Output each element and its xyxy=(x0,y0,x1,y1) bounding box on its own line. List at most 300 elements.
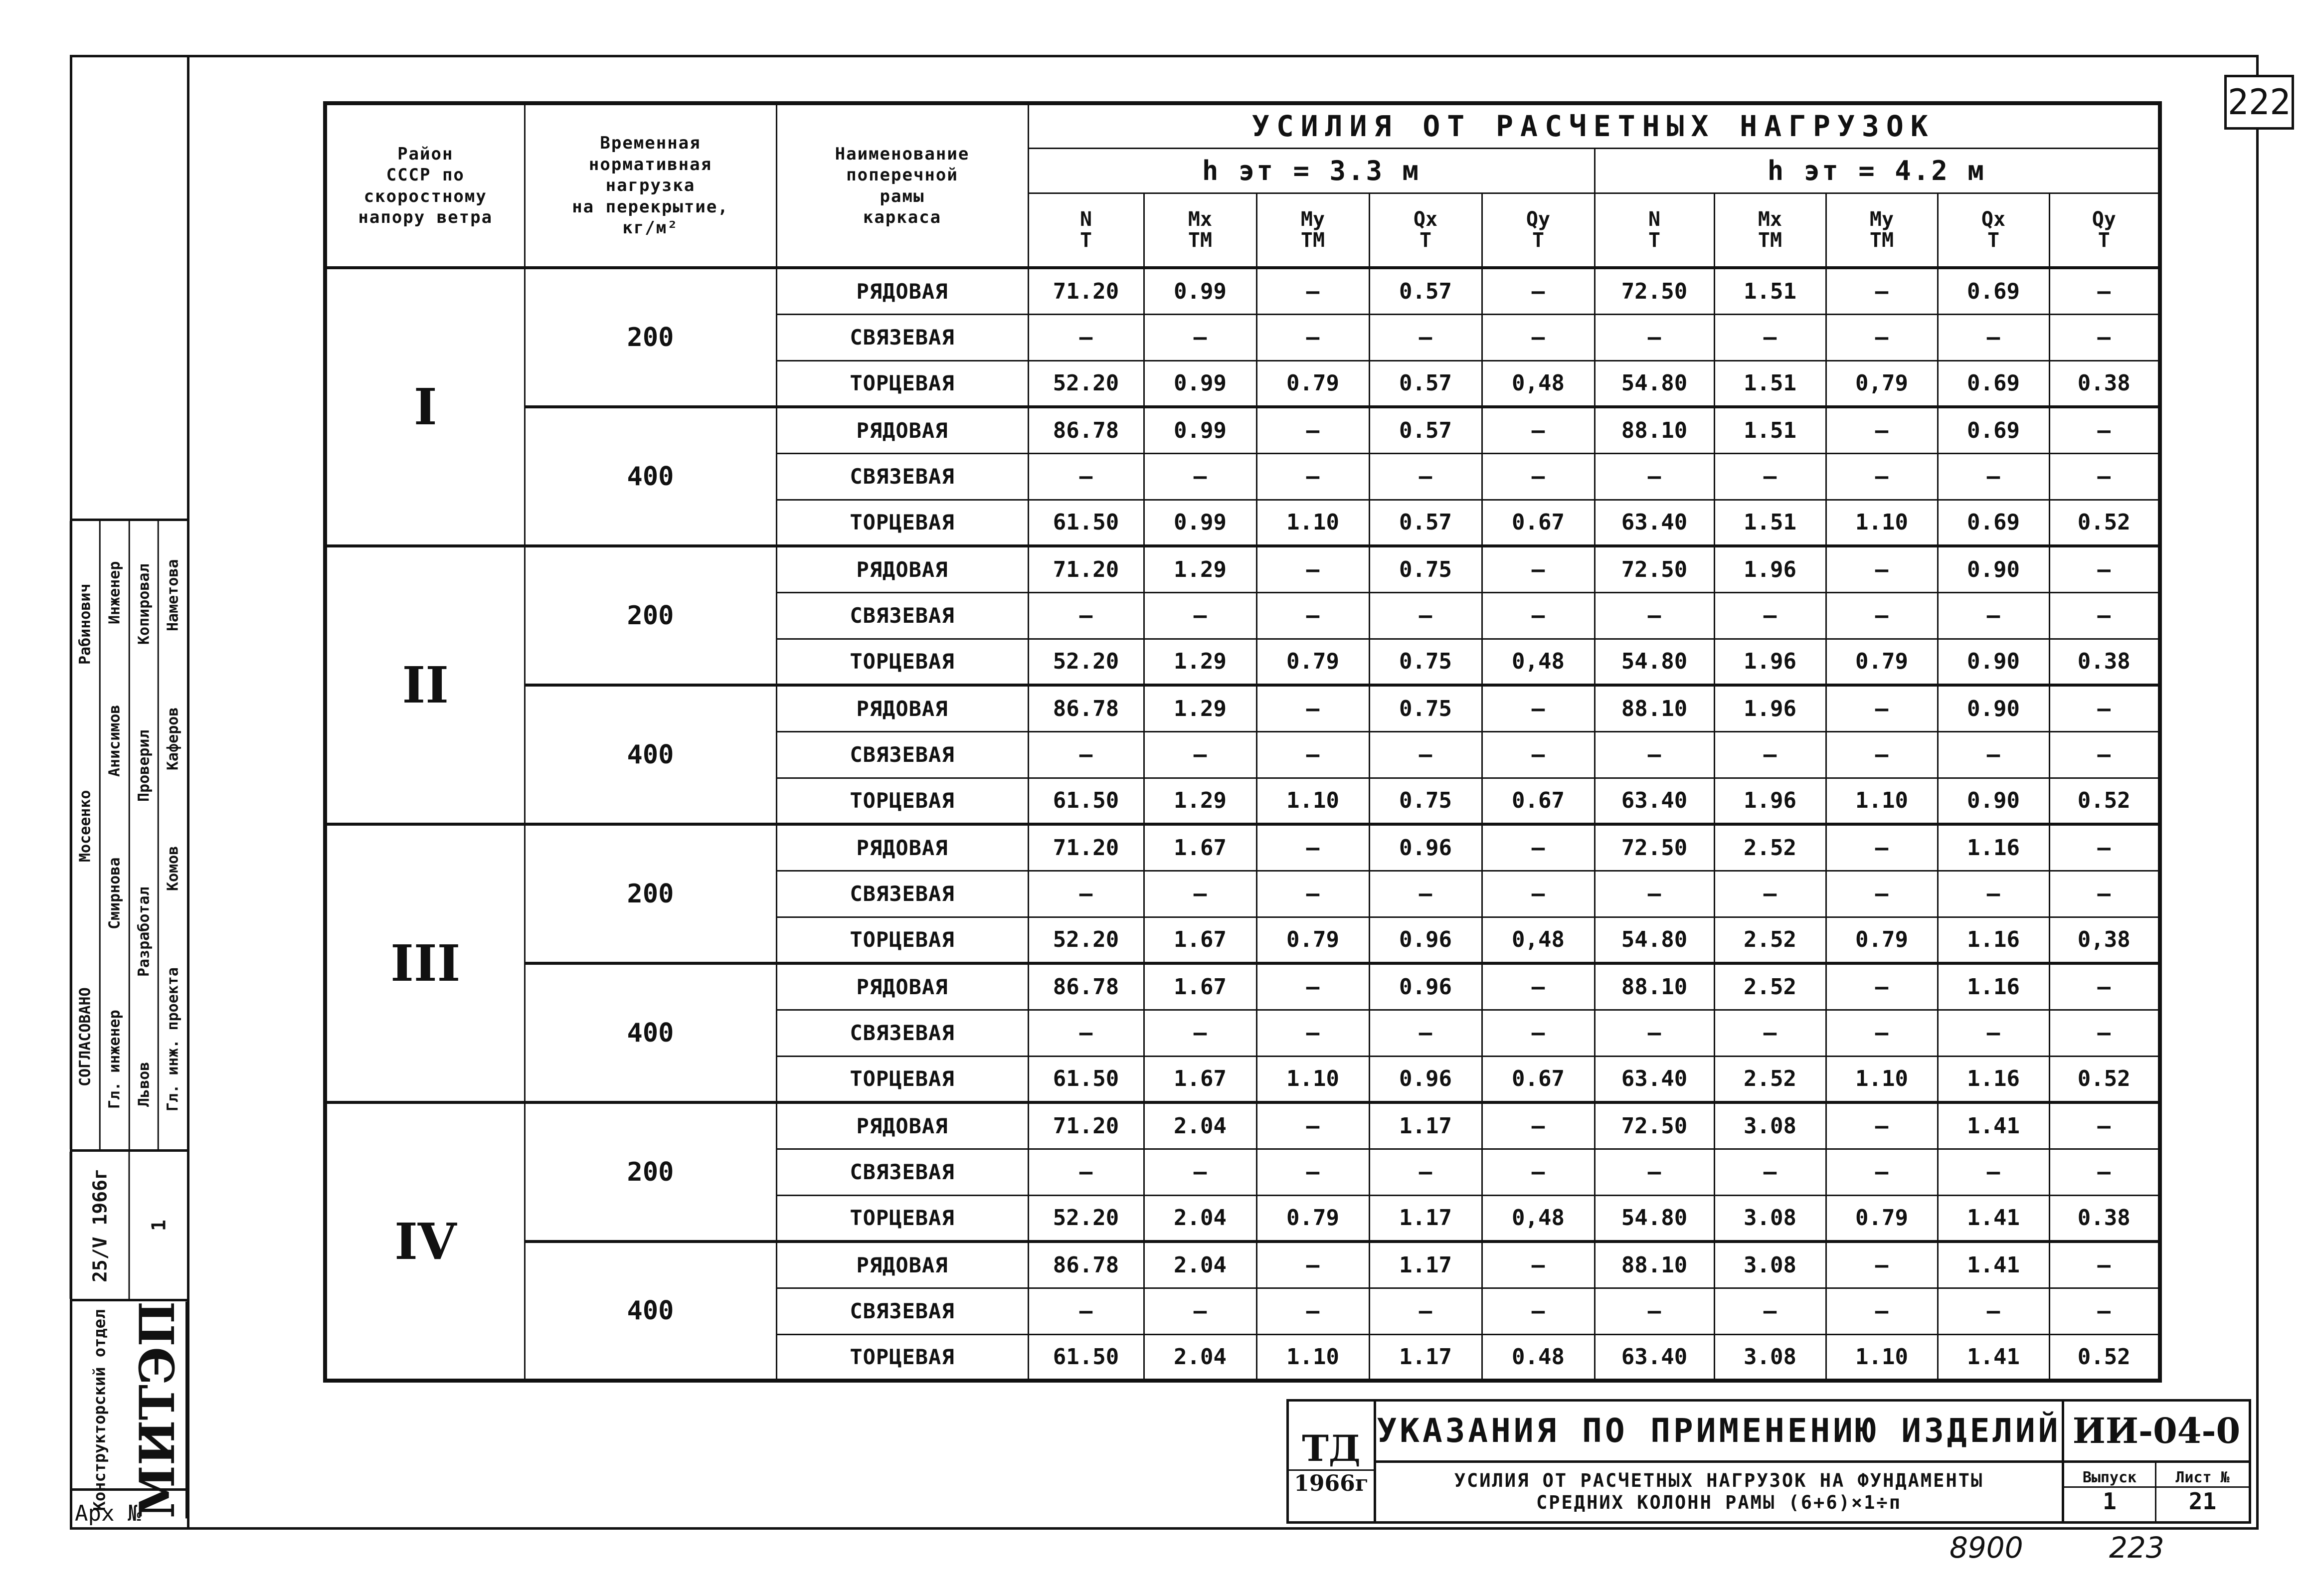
force-value: 0.52 xyxy=(2049,1056,2160,1102)
frame-name: ТОРЦЕВАЯ xyxy=(776,639,1028,685)
force-value: — xyxy=(2049,592,2160,639)
force-value: 54.80 xyxy=(1595,639,1714,685)
force-value: 1.96 xyxy=(1714,546,1826,592)
force-value: — xyxy=(1826,592,1938,639)
force-value: — xyxy=(1595,1010,1714,1056)
force-value: — xyxy=(1028,592,1144,639)
frame-name: РЯДОВАЯ xyxy=(776,407,1028,453)
force-value: — xyxy=(1482,1288,1595,1334)
force-value: — xyxy=(1482,268,1595,314)
force-value: — xyxy=(1028,453,1144,500)
force-value: 1.16 xyxy=(1938,824,2049,871)
force-value: — xyxy=(1482,1010,1595,1056)
force-value: 0.96 xyxy=(1369,917,1482,963)
force-value: — xyxy=(2049,407,2160,453)
frame-name: РЯДОВАЯ xyxy=(776,268,1028,314)
force-value: — xyxy=(1595,314,1714,360)
col-unit: ТМ xyxy=(1188,229,1213,252)
col-symbol: Mx xyxy=(1758,208,1782,231)
force-value: 1.96 xyxy=(1714,639,1826,685)
force-value: 0.75 xyxy=(1369,685,1482,731)
force-value: — xyxy=(1369,314,1482,360)
header-line: нагрузка xyxy=(605,176,696,196)
force-value: 0,48 xyxy=(1482,1195,1595,1241)
force-value: — xyxy=(1595,1288,1714,1334)
force-value: — xyxy=(1714,314,1826,360)
force-value: — xyxy=(1938,871,2049,917)
frame-name: СВЯЗЕВАЯ xyxy=(776,1010,1028,1056)
header-col-mx xyxy=(1144,193,1256,268)
table-row xyxy=(325,407,2160,453)
table-row xyxy=(325,546,2160,592)
force-value: — xyxy=(2049,963,2160,1010)
force-value: 2.52 xyxy=(1714,917,1826,963)
force-value: — xyxy=(1256,314,1369,360)
load-value: 200 xyxy=(525,1102,776,1241)
load-value: 400 xyxy=(525,407,776,546)
header-frame xyxy=(776,103,1028,268)
force-value: 0.67 xyxy=(1482,778,1595,824)
force-value: 0.96 xyxy=(1369,824,1482,871)
force-value: — xyxy=(1256,1149,1369,1195)
force-value: 86.78 xyxy=(1028,963,1144,1010)
force-value: 0.57 xyxy=(1369,268,1482,314)
force-value: 0.52 xyxy=(2049,1334,2160,1381)
region-label: III xyxy=(325,824,525,1102)
force-value: 88.10 xyxy=(1595,963,1714,1010)
force-value: — xyxy=(1482,824,1595,871)
region-label: I xyxy=(325,268,525,546)
force-value: 0.75 xyxy=(1369,546,1482,592)
force-value: 1.67 xyxy=(1144,824,1256,871)
force-value: — xyxy=(1714,453,1826,500)
header-line: каркаса xyxy=(863,207,942,227)
force-value: 0,38 xyxy=(2049,917,2160,963)
header-col-mx xyxy=(1714,193,1826,268)
header-line: скоростному xyxy=(363,186,487,206)
force-value: 61.50 xyxy=(1028,1334,1144,1381)
table-row xyxy=(325,1241,2160,1288)
force-value: 0.67 xyxy=(1482,500,1595,546)
force-value: 88.10 xyxy=(1595,1241,1714,1288)
force-value: 1.51 xyxy=(1714,500,1826,546)
force-value: — xyxy=(1826,731,1938,778)
header-col-qx xyxy=(1938,193,2049,268)
force-value: — xyxy=(1256,1010,1369,1056)
force-value: — xyxy=(1938,592,2049,639)
header-line: нормативная xyxy=(588,154,712,175)
force-value: — xyxy=(2049,1241,2160,1288)
table-row xyxy=(325,963,2160,1010)
force-value: — xyxy=(1714,1010,1826,1056)
force-value: 0.99 xyxy=(1144,407,1256,453)
sheet-field: Лист № 21 xyxy=(2156,1463,2249,1522)
org-dept: Конструкторский отдел xyxy=(90,1309,109,1511)
header-col-n xyxy=(1028,193,1144,268)
force-value: 1.41 xyxy=(1938,1102,2049,1149)
force-value: — xyxy=(1369,871,1482,917)
force-value: 1.17 xyxy=(1369,1102,1482,1149)
force-value: — xyxy=(1369,731,1482,778)
force-value: — xyxy=(1826,685,1938,731)
force-value: 1.29 xyxy=(1144,685,1256,731)
col-symbol: Qy xyxy=(1526,208,1551,231)
force-value: — xyxy=(2049,453,2160,500)
force-value: 63.40 xyxy=(1595,500,1714,546)
force-value: 0.90 xyxy=(1938,639,2049,685)
force-value: — xyxy=(1256,592,1369,639)
force-value: 2.04 xyxy=(1144,1241,1256,1288)
header-col-my xyxy=(1256,193,1369,268)
frame-name: ТОРЦЕВАЯ xyxy=(776,1334,1028,1381)
col-symbol: Qx xyxy=(1413,208,1438,231)
force-value: 63.40 xyxy=(1595,1056,1714,1102)
force-value: — xyxy=(1256,1288,1369,1334)
force-value: 0,48 xyxy=(1482,360,1595,407)
force-value: 1.17 xyxy=(1369,1334,1482,1381)
force-value: — xyxy=(1826,268,1938,314)
frame-name: РЯДОВАЯ xyxy=(776,546,1028,592)
force-value: — xyxy=(1256,546,1369,592)
force-value: 0,48 xyxy=(1482,917,1595,963)
force-value: — xyxy=(1028,1288,1144,1334)
force-value: 72.50 xyxy=(1595,1102,1714,1149)
document-subtitle: УСИЛИЯ ОТ РАСЧЕТНЫХ НАГРУЗОК НА ФУНДАМЕНТЫ СРЕДНИХ КОЛОНН РАМЫ (6+6)×1÷п xyxy=(1376,1463,2064,1524)
force-value: 0.90 xyxy=(1938,685,2049,731)
force-value: 0.57 xyxy=(1369,500,1482,546)
force-value: 3.08 xyxy=(1714,1241,1826,1288)
force-value: 1.67 xyxy=(1144,963,1256,1010)
sheet-count: 1 xyxy=(129,1152,187,1299)
force-value: 1.41 xyxy=(1938,1195,2049,1241)
force-value: 52.20 xyxy=(1028,639,1144,685)
header-floor-42: h эт = 4.2 м xyxy=(1595,148,2160,193)
force-value: 0.38 xyxy=(2049,1195,2160,1241)
force-value: — xyxy=(1482,453,1595,500)
col-symbol: My xyxy=(1869,208,1894,231)
force-value: 0.52 xyxy=(2049,500,2160,546)
header-line: Временная xyxy=(600,133,701,154)
force-value: 0.69 xyxy=(1938,360,2049,407)
force-value: 0.38 xyxy=(2049,639,2160,685)
force-value: 63.40 xyxy=(1595,1334,1714,1381)
table-row xyxy=(325,685,2160,731)
force-value: 1.17 xyxy=(1369,1195,1482,1241)
force-value: 52.20 xyxy=(1028,1195,1144,1241)
col-unit: Т xyxy=(2098,229,2110,252)
force-value: 1.51 xyxy=(1714,268,1826,314)
force-value: 0.79 xyxy=(1256,917,1369,963)
header-line: кг/м² xyxy=(622,218,679,238)
signature-block xyxy=(70,519,187,1152)
document-code: ИИ-04-0 xyxy=(2064,1402,2251,1463)
force-value: 2.52 xyxy=(1714,963,1826,1010)
frame-name: ТОРЦЕВАЯ xyxy=(776,1195,1028,1241)
force-value: 0.96 xyxy=(1369,1056,1482,1102)
load-value: 200 xyxy=(525,546,776,685)
force-value: — xyxy=(1482,871,1595,917)
table-row xyxy=(325,1102,2160,1149)
load-value: 400 xyxy=(525,685,776,824)
frame-name: ТОРЦЕВАЯ xyxy=(776,778,1028,824)
issue-field: Выпуск 1 xyxy=(2064,1463,2156,1522)
load-value: 400 xyxy=(525,1241,776,1381)
force-value: 0.90 xyxy=(1938,546,2049,592)
force-value: — xyxy=(1369,1288,1482,1334)
force-value: 61.50 xyxy=(1028,778,1144,824)
force-value: — xyxy=(2049,1149,2160,1195)
force-value: 63.40 xyxy=(1595,778,1714,824)
col-unit: Т xyxy=(1419,229,1432,252)
title-block xyxy=(1286,1399,2251,1524)
force-value: — xyxy=(1714,1288,1826,1334)
force-value: 61.50 xyxy=(1028,500,1144,546)
col-unit: ТМ xyxy=(1758,229,1782,252)
force-value: 54.80 xyxy=(1595,917,1714,963)
header-line: на перекрытие, xyxy=(572,196,729,217)
frame-name: РЯДОВАЯ xyxy=(776,824,1028,871)
header-line: Район xyxy=(397,144,454,164)
force-value: — xyxy=(1938,1149,2049,1195)
col-unit: ТМ xyxy=(1300,229,1325,252)
approval-sidebar xyxy=(70,55,189,1530)
force-value: — xyxy=(1826,1288,1938,1334)
force-value: 0.96 xyxy=(1369,963,1482,1010)
force-value: — xyxy=(1826,453,1938,500)
force-value: 1.51 xyxy=(1714,407,1826,453)
archive-number-label: Арх № xyxy=(75,1501,141,1526)
force-value: — xyxy=(1595,1149,1714,1195)
force-value: — xyxy=(1482,1102,1595,1149)
force-value: — xyxy=(1256,731,1369,778)
frame-name: РЯДОВАЯ xyxy=(776,963,1028,1010)
force-value: 1.10 xyxy=(1826,1334,1938,1381)
frame-name: СВЯЗЕВАЯ xyxy=(776,592,1028,639)
force-value: — xyxy=(2049,1102,2160,1149)
force-value: — xyxy=(1826,963,1938,1010)
force-value: — xyxy=(1144,453,1256,500)
force-value: 86.78 xyxy=(1028,685,1144,731)
force-value: 1.29 xyxy=(1144,639,1256,685)
force-value: 0.79 xyxy=(1256,360,1369,407)
frame-name: РЯДОВАЯ xyxy=(776,685,1028,731)
force-value: — xyxy=(1369,453,1482,500)
force-value: 0.99 xyxy=(1144,360,1256,407)
force-value: 54.80 xyxy=(1595,360,1714,407)
load-value: 200 xyxy=(525,268,776,407)
frame-name: ТОРЦЕВАЯ xyxy=(776,917,1028,963)
force-value: 0.90 xyxy=(1938,778,2049,824)
date-block xyxy=(70,1152,187,1301)
force-value: 71.20 xyxy=(1028,546,1144,592)
force-value: 0,48 xyxy=(1482,639,1595,685)
force-value: — xyxy=(1256,268,1369,314)
col-symbol: N xyxy=(1648,208,1661,231)
force-value: 2.04 xyxy=(1144,1102,1256,1149)
force-value: 88.10 xyxy=(1595,407,1714,453)
frame-name: СВЯЗЕВАЯ xyxy=(776,1149,1028,1195)
force-value: 1.41 xyxy=(1938,1334,2049,1381)
force-value: 1.17 xyxy=(1369,1241,1482,1288)
frame-name: РЯДОВАЯ xyxy=(776,1102,1028,1149)
col-unit: Т xyxy=(1648,229,1661,252)
force-value: 1.10 xyxy=(1256,1056,1369,1102)
force-value: 1.10 xyxy=(1256,778,1369,824)
force-value: 0,79 xyxy=(1826,360,1938,407)
issue-sheet-block xyxy=(2064,1463,2251,1524)
header-line: Наименование xyxy=(835,144,970,164)
force-value: — xyxy=(1256,1102,1369,1149)
frame-name: РЯДОВАЯ xyxy=(776,1241,1028,1288)
force-value: 0.52 xyxy=(2049,778,2160,824)
handwritten-number-right: 223 xyxy=(2109,1531,2164,1565)
force-value: — xyxy=(1482,407,1595,453)
force-value: 3.08 xyxy=(1714,1195,1826,1241)
force-value: 0.48 xyxy=(1482,1334,1595,1381)
sign-column: СОГЛАСОВАНО Мосеенко Рабинович xyxy=(70,521,99,1149)
frame-name: СВЯЗЕВАЯ xyxy=(776,1288,1028,1334)
force-value: — xyxy=(1595,453,1714,500)
force-value: 1.10 xyxy=(1826,500,1938,546)
force-value: — xyxy=(1714,731,1826,778)
force-value: — xyxy=(1144,871,1256,917)
force-value: — xyxy=(1826,1149,1938,1195)
force-value: 1.10 xyxy=(1826,778,1938,824)
sign-column: Гл. инж. проекта Комов Каферов Наметова xyxy=(158,521,187,1149)
force-value: — xyxy=(1938,453,2049,500)
force-value: — xyxy=(1369,1149,1482,1195)
force-value: — xyxy=(1369,1010,1482,1056)
force-value: — xyxy=(1938,1288,2049,1334)
force-value: — xyxy=(1482,314,1595,360)
force-value: 52.20 xyxy=(1028,360,1144,407)
force-value: — xyxy=(1938,314,2049,360)
force-value: — xyxy=(1482,963,1595,1010)
force-value: — xyxy=(2049,731,2160,778)
force-value: 88.10 xyxy=(1595,685,1714,731)
header-col-qx xyxy=(1369,193,1482,268)
force-value: 2.52 xyxy=(1714,1056,1826,1102)
force-value: 61.50 xyxy=(1028,1056,1144,1102)
force-value: — xyxy=(1595,731,1714,778)
force-value: — xyxy=(1028,314,1144,360)
force-value: — xyxy=(2049,1010,2160,1056)
force-value: — xyxy=(1482,592,1595,639)
col-symbol: Qy xyxy=(2092,208,2116,231)
header-load xyxy=(525,103,776,268)
force-value: 1.16 xyxy=(1938,917,2049,963)
col-symbol: N xyxy=(1079,208,1092,231)
force-value: — xyxy=(1938,731,2049,778)
force-value: — xyxy=(1826,824,1938,871)
header-col-qy xyxy=(2049,193,2160,268)
header-line: поперечной xyxy=(846,165,958,185)
force-value: — xyxy=(2049,546,2160,592)
sign-column: Львов Разработал Проверил Копировал xyxy=(129,521,158,1149)
force-value: — xyxy=(1144,592,1256,639)
force-value: 1.16 xyxy=(1938,963,2049,1010)
force-value: 86.78 xyxy=(1028,407,1144,453)
force-value: — xyxy=(1595,871,1714,917)
header-col-qy xyxy=(1482,193,1595,268)
force-value: 0.75 xyxy=(1369,639,1482,685)
frame-name: СВЯЗЕВАЯ xyxy=(776,871,1028,917)
force-value: 1.10 xyxy=(1256,500,1369,546)
force-value: — xyxy=(1028,1010,1144,1056)
load-value: 400 xyxy=(525,963,776,1102)
force-value: — xyxy=(1826,546,1938,592)
force-value: — xyxy=(1256,407,1369,453)
force-value: — xyxy=(1826,871,1938,917)
force-value: — xyxy=(2049,824,2160,871)
force-value: 0.75 xyxy=(1369,778,1482,824)
force-value: 1.29 xyxy=(1144,778,1256,824)
header-region xyxy=(325,103,525,268)
col-unit: Т xyxy=(1987,229,2000,252)
force-value: 1.67 xyxy=(1144,1056,1256,1102)
force-value: — xyxy=(1482,685,1595,731)
header-line: СССР по xyxy=(386,165,465,185)
frame-name: ТОРЦЕВАЯ xyxy=(776,360,1028,407)
force-value: 0.69 xyxy=(1938,407,2049,453)
force-value: — xyxy=(1826,314,1938,360)
force-value: 1.96 xyxy=(1714,778,1826,824)
frame-name: ТОРЦЕВАЯ xyxy=(776,1056,1028,1102)
force-value: 3.08 xyxy=(1714,1334,1826,1381)
force-value: — xyxy=(1714,592,1826,639)
force-value: — xyxy=(1482,546,1595,592)
force-value: — xyxy=(1826,1241,1938,1288)
load-value: 200 xyxy=(525,824,776,963)
handwritten-number-left: 8900 xyxy=(1950,1531,2023,1565)
force-value: 86.78 xyxy=(1028,1241,1144,1288)
force-value: — xyxy=(2049,314,2160,360)
force-value: — xyxy=(1482,1241,1595,1288)
region-label: II xyxy=(325,546,525,824)
force-value: 1.41 xyxy=(1938,1241,2049,1288)
force-value: — xyxy=(1144,731,1256,778)
force-value: — xyxy=(1256,963,1369,1010)
header-forces: УСИЛИЯ ОТ РАСЧЕТНЫХ НАГРУЗОК xyxy=(1028,103,2160,148)
forces-table xyxy=(323,101,2162,1383)
force-value: — xyxy=(1256,824,1369,871)
col-unit: Т xyxy=(1532,229,1545,252)
force-value: 0.79 xyxy=(1256,639,1369,685)
col-symbol: Mx xyxy=(1188,208,1213,231)
force-value: 1.51 xyxy=(1714,360,1826,407)
force-value: — xyxy=(1144,1010,1256,1056)
force-value: 0.79 xyxy=(1826,917,1938,963)
force-value: 0.99 xyxy=(1144,268,1256,314)
force-value: 0.79 xyxy=(1826,1195,1938,1241)
force-value: 52.20 xyxy=(1028,917,1144,963)
force-value: — xyxy=(1938,1010,2049,1056)
force-value: — xyxy=(1482,731,1595,778)
force-value: — xyxy=(1256,1241,1369,1288)
force-value: — xyxy=(1714,1149,1826,1195)
col-symbol: Qx xyxy=(1981,208,2006,231)
force-value: 0.57 xyxy=(1369,407,1482,453)
header-floor-33: h эт = 3.3 м xyxy=(1028,148,1595,193)
force-value: — xyxy=(2049,871,2160,917)
force-value: — xyxy=(1144,1149,1256,1195)
force-value: — xyxy=(1256,685,1369,731)
title-logo: ТД 1966г xyxy=(1289,1402,1376,1524)
header-col-my xyxy=(1826,193,1938,268)
force-value: — xyxy=(1826,1010,1938,1056)
org-logo: МИТЭП xyxy=(129,1301,187,1518)
force-value: 1.16 xyxy=(1938,1056,2049,1102)
